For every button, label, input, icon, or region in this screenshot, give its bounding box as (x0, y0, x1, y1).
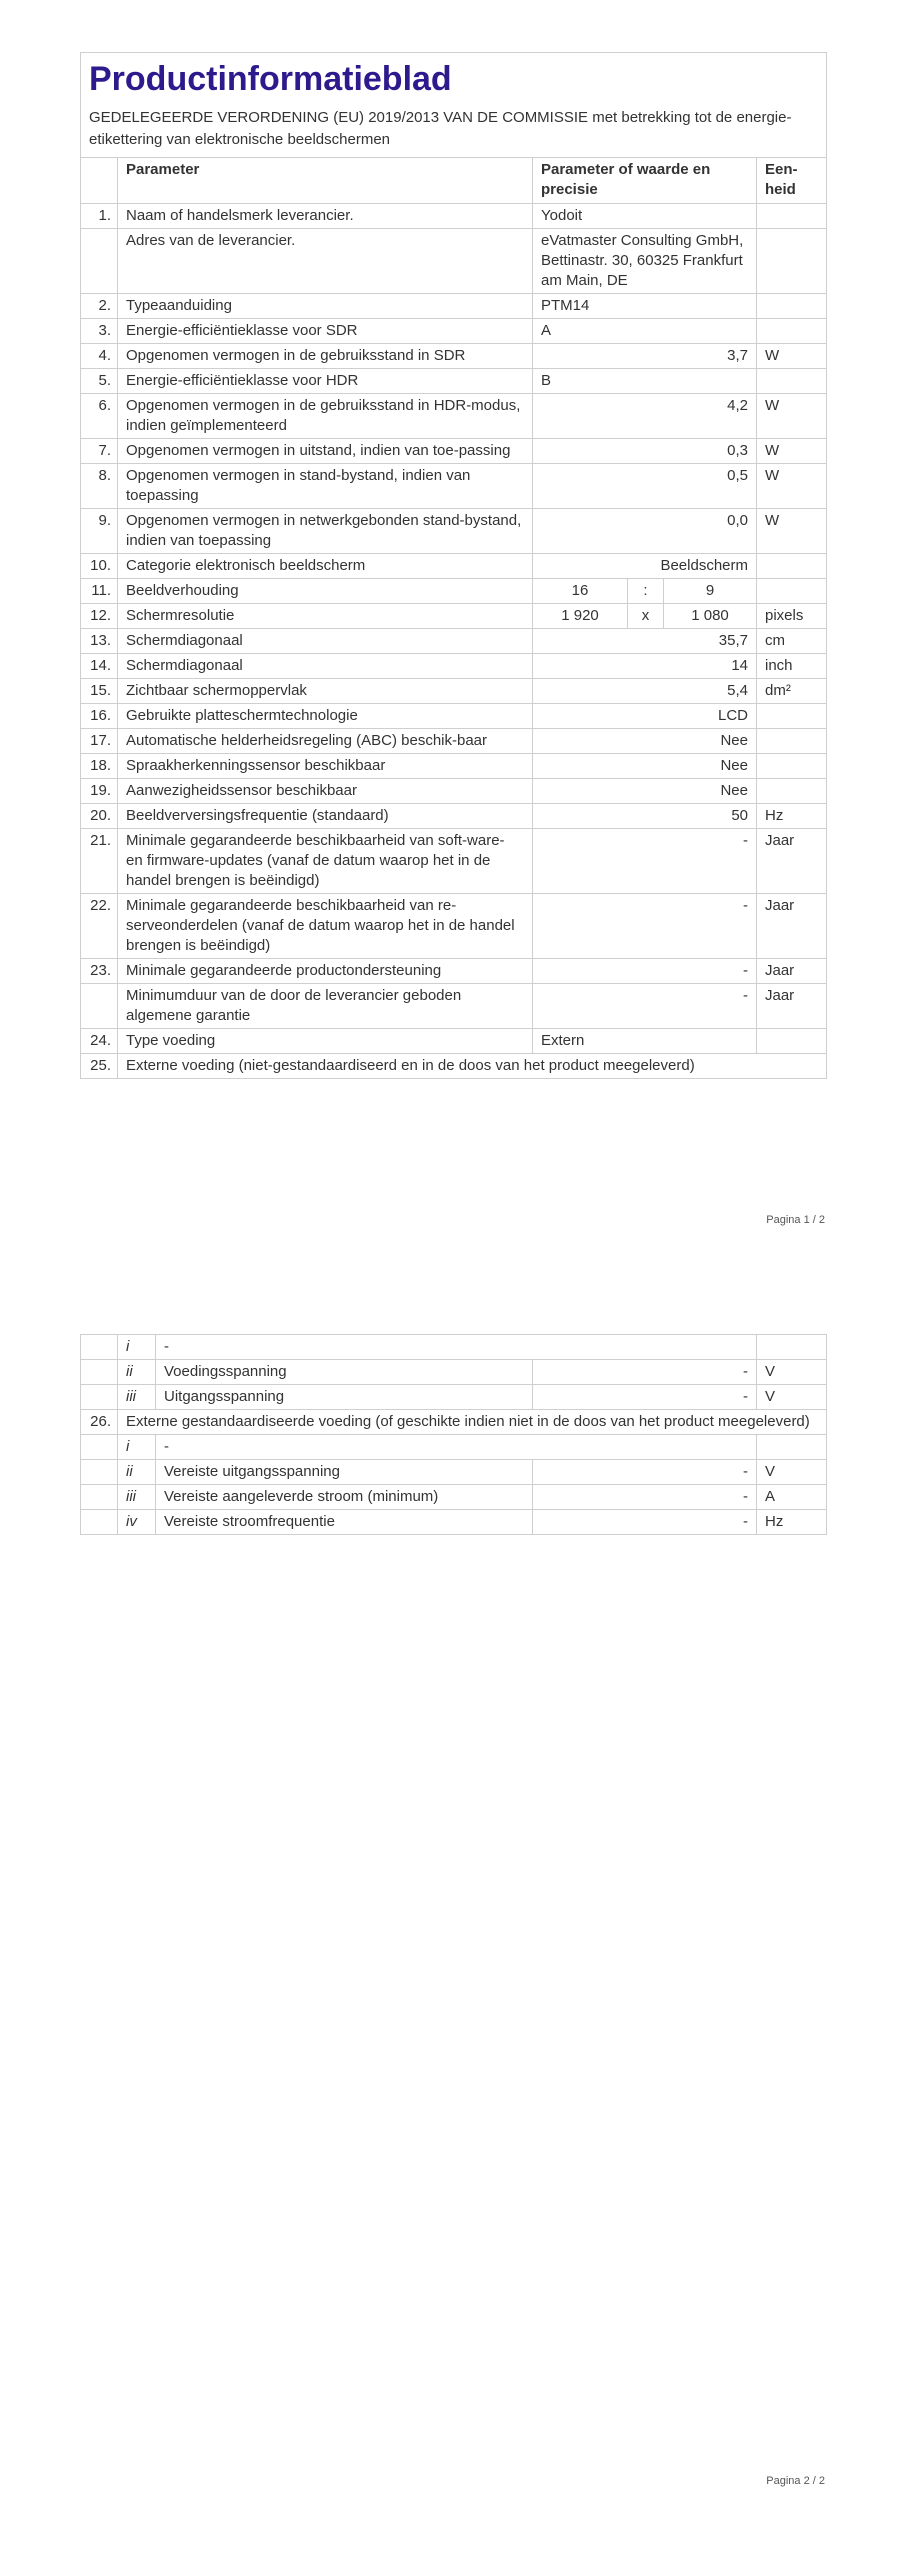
row-value: Nee (533, 754, 757, 779)
row-number: 23. (81, 959, 118, 984)
table-row (81, 894, 827, 959)
row-number: 2. (81, 294, 118, 319)
sub-row (81, 1335, 827, 1360)
row-number: 17. (81, 729, 118, 754)
row-unit: pixels (757, 604, 827, 629)
row-number: 14. (81, 654, 118, 679)
row-number: 5. (81, 369, 118, 394)
row-unit: V (757, 1460, 827, 1485)
table-row (81, 1029, 827, 1054)
table-row (81, 804, 827, 829)
row-number: 22. (81, 894, 118, 959)
row-label: Spraakherkenningssensor beschikbaar (118, 754, 533, 779)
row-value: 5,4 (533, 679, 757, 704)
row-unit: W (757, 439, 827, 464)
row-label: Opgenomen vermogen in de gebruiksstand in HDR-modus, indien geïmplementeerd (118, 394, 533, 439)
sub-row-label: Uitgangsspanning (156, 1385, 533, 1410)
row-unit: inch (757, 654, 827, 679)
row-label: Opgenomen vermogen in uitstand, indien van toe-passing (118, 439, 533, 464)
row-number: 25. (81, 1054, 118, 1079)
row-number: 7. (81, 439, 118, 464)
row-label: Adres van de leverancier. (118, 229, 533, 294)
row-number: 20. (81, 804, 118, 829)
row-unit: cm (757, 629, 827, 654)
row-number: 11. (81, 579, 118, 604)
row-label: Externe gestandaardiseerde voeding (of geschikte indien niet in de doos van het product meegeleverd) (118, 1410, 827, 1435)
row-label: Opgenomen vermogen in de gebruiksstand in SDR (118, 344, 533, 369)
sub-row-numeral: ii (118, 1460, 156, 1485)
row-unit: W (757, 344, 827, 369)
row-unit (757, 579, 827, 604)
row-value: 0,3 (533, 439, 757, 464)
row-number: 13. (81, 629, 118, 654)
page-footer: Pagina 1 / 2 (766, 1214, 825, 1226)
resolution-width: 1 920 (533, 604, 628, 629)
header-value: Parameter of waarde en precisie (533, 158, 757, 204)
row-number: 10. (81, 554, 118, 579)
row-label: Beeldverversingsfrequentie (standaard) (118, 804, 533, 829)
row-value: 4,2 (533, 394, 757, 439)
row-value: 35,7 (533, 629, 757, 654)
row-value: - (533, 959, 757, 984)
sub-row-numeral: iv (118, 1510, 156, 1535)
product-info-table (80, 52, 827, 1079)
row-unit (757, 369, 827, 394)
row-unit (757, 294, 827, 319)
sub-row-numeral: ii (118, 1360, 156, 1385)
row-value: Beeldscherm (533, 554, 757, 579)
row-unit (757, 754, 827, 779)
aspect-ratio-height: 9 (664, 579, 757, 604)
row-label: Typeaanduiding (118, 294, 533, 319)
row-number: 9. (81, 509, 118, 554)
table-row (81, 754, 827, 779)
table-row (81, 779, 827, 804)
page-2 (0, 1280, 905, 2560)
row-label: Gebruikte platteschermtechnologie (118, 704, 533, 729)
table-row (81, 729, 827, 754)
sub-row-value: - (533, 1385, 757, 1410)
row-unit: Jaar (757, 984, 827, 1029)
table-row (81, 464, 827, 509)
title-row (81, 53, 827, 158)
sub-row-numeral: i (118, 1435, 156, 1460)
sub-row-value: - (533, 1510, 757, 1535)
row-label: Opgenomen vermogen in netwerkgebonden stand-bystand, indien van toepassing (118, 509, 533, 554)
row-value: Nee (533, 779, 757, 804)
row-value: Nee (533, 729, 757, 754)
row-unit: Jaar (757, 894, 827, 959)
row-value: B (533, 369, 757, 394)
row-label: Minimale gegarandeerde productondersteuning (118, 959, 533, 984)
row-unit (757, 229, 827, 294)
row-unit: W (757, 464, 827, 509)
row-value: - (533, 829, 757, 894)
row-value: Yodoit (533, 204, 757, 229)
sub-row-numeral: iii (118, 1385, 156, 1410)
table-row (81, 1410, 827, 1435)
sub-row (81, 1485, 827, 1510)
row-number (81, 984, 118, 1029)
table-row (81, 654, 827, 679)
sub-row-value: - (533, 1460, 757, 1485)
page-title: Productinformatieblad (89, 60, 452, 98)
row-label: Energie-efficiëntieklasse voor SDR (118, 319, 533, 344)
sub-row-value: - (533, 1360, 757, 1385)
row-label: Energie-efficiëntieklasse voor HDR (118, 369, 533, 394)
table-row (81, 959, 827, 984)
row-number (81, 229, 118, 294)
row-label: Zichtbaar schermoppervlak (118, 679, 533, 704)
aspect-ratio-separator: : (628, 579, 664, 604)
row-number: 18. (81, 754, 118, 779)
row-label: Aanwezigheidssensor beschikbaar (118, 779, 533, 804)
row-label: Schermdiagonaal (118, 629, 533, 654)
sub-row-label: - (156, 1335, 757, 1360)
resolution-height: 1 080 (664, 604, 757, 629)
row-value: 3,7 (533, 344, 757, 369)
header-unit: Een-heid (757, 158, 827, 204)
row-unit: W (757, 509, 827, 554)
table-row (81, 554, 827, 579)
row-label: Opgenomen vermogen in stand-bystand, indien van toepassing (118, 464, 533, 509)
sub-row (81, 1460, 827, 1485)
row-number: 1. (81, 204, 118, 229)
page-subtitle: GEDELEGEERDE VERORDENING (EU) 2019/2013 VAN DE COMMISSIE met betrekking tot de energie-etikettering van elektronische beeldschermen (89, 109, 792, 148)
row-value: - (533, 984, 757, 1029)
table-row (81, 579, 827, 604)
row-unit: Jaar (757, 959, 827, 984)
row-unit: W (757, 394, 827, 439)
row-number: 16. (81, 704, 118, 729)
row-label: Schermresolutie (118, 604, 533, 629)
row-number: 8. (81, 464, 118, 509)
sub-row (81, 1385, 827, 1410)
table-row (81, 704, 827, 729)
header-parameter: Parameter (118, 158, 533, 204)
table-row (81, 319, 827, 344)
row-unit (757, 1029, 827, 1054)
row-value: A (533, 319, 757, 344)
sub-row (81, 1510, 827, 1535)
sub-row-value: - (533, 1485, 757, 1510)
table-row (81, 204, 827, 229)
row-number: 19. (81, 779, 118, 804)
row-number: 12. (81, 604, 118, 629)
aspect-ratio-width: 16 (533, 579, 628, 604)
row-unit (757, 729, 827, 754)
row-label: Minimale gegarandeerde beschikbaarheid van soft-ware- en firmware-updates (vanaf de datum waarop het in de handel brengen is beëindigd) (118, 829, 533, 894)
row-label: Schermdiagonaal (118, 654, 533, 679)
row-value: 50 (533, 804, 757, 829)
resolution-separator: x (628, 604, 664, 629)
row-label: Minimumduur van de door de leverancier geboden algemene garantie (118, 984, 533, 1029)
row-unit (757, 204, 827, 229)
table-row (81, 394, 827, 439)
row-value: LCD (533, 704, 757, 729)
table-row (81, 509, 827, 554)
row-unit: V (757, 1360, 827, 1385)
row-unit (757, 1435, 827, 1460)
table-row (81, 1054, 827, 1079)
product-info-table-continued (80, 1334, 827, 1535)
sub-row-label: Vereiste aangeleverde stroom (minimum) (156, 1485, 533, 1510)
row-value: 0,0 (533, 509, 757, 554)
row-label: Externe voeding (niet-gestandaardiseerd en in de doos van het product meegeleverd) (118, 1054, 827, 1079)
table-row (81, 604, 827, 629)
row-label: Beeldverhouding (118, 579, 533, 604)
row-unit: Jaar (757, 829, 827, 894)
row-value: - (533, 894, 757, 959)
header-row (81, 158, 827, 204)
sub-row (81, 1360, 827, 1385)
row-label: Automatische helderheidsregeling (ABC) beschik-baar (118, 729, 533, 754)
row-value: Extern (533, 1029, 757, 1054)
row-unit (757, 779, 827, 804)
row-number: 21. (81, 829, 118, 894)
row-number: 6. (81, 394, 118, 439)
row-number: 24. (81, 1029, 118, 1054)
table-row (81, 369, 827, 394)
row-unit (757, 1335, 827, 1360)
row-value: PTM14 (533, 294, 757, 319)
row-label: Categorie elektronisch beeldscherm (118, 554, 533, 579)
row-value: 0,5 (533, 464, 757, 509)
row-unit (757, 319, 827, 344)
table-row (81, 439, 827, 464)
sub-row-numeral: iii (118, 1485, 156, 1510)
row-number: 4. (81, 344, 118, 369)
table-row (81, 629, 827, 654)
table-row (81, 294, 827, 319)
row-unit: dm² (757, 679, 827, 704)
row-unit (757, 554, 827, 579)
row-value: eVatmaster Consulting GmbH, Bettinastr. 30, 60325 Frankfurt am Main, DE (533, 229, 757, 294)
row-unit: A (757, 1485, 827, 1510)
row-label: Type voeding (118, 1029, 533, 1054)
sub-row-label: Vereiste stroomfrequentie (156, 1510, 533, 1535)
sub-row (81, 1435, 827, 1460)
row-label: Minimale gegarandeerde beschikbaarheid van re-serveonderdelen (vanaf de datum waarop het in de handel brengen is beëindigd) (118, 894, 533, 959)
row-number: 3. (81, 319, 118, 344)
sub-row-label: Vereiste uitgangsspanning (156, 1460, 533, 1485)
row-unit: Hz (757, 1510, 827, 1535)
row-unit: Hz (757, 804, 827, 829)
sub-row-numeral: i (118, 1335, 156, 1360)
page-footer: Pagina 2 / 2 (766, 2475, 825, 2487)
table-row (81, 344, 827, 369)
row-number: 15. (81, 679, 118, 704)
table-row (81, 984, 827, 1029)
table-row (81, 829, 827, 894)
row-unit (757, 704, 827, 729)
row-value: 14 (533, 654, 757, 679)
table-row (81, 679, 827, 704)
sub-row-label: Voedingsspanning (156, 1360, 533, 1385)
table-row (81, 229, 827, 294)
row-label: Naam of handelsmerk leverancier. (118, 204, 533, 229)
row-number: 26. (81, 1410, 118, 1435)
row-unit: V (757, 1385, 827, 1410)
sub-row-label: - (156, 1435, 757, 1460)
